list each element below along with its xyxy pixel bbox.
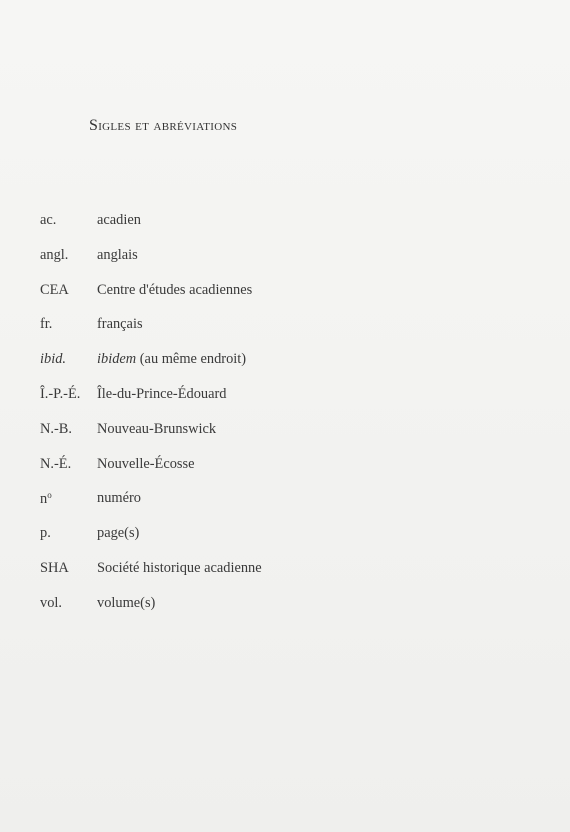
definition: page(s) (97, 525, 140, 542)
list-item (40, 316, 520, 351)
abbreviation-base: n (40, 491, 48, 508)
abbreviation: p. (40, 525, 51, 542)
definition-italic: ibidem (97, 351, 137, 368)
abbreviation (40, 490, 52, 508)
definition: volume(s) (97, 594, 156, 611)
abbreviation: ac. (40, 212, 57, 228)
list-item (40, 421, 520, 456)
abbreviation: ibid. (40, 351, 66, 368)
definition: Société historique acadienne (97, 559, 262, 576)
abbreviation-list (40, 212, 520, 630)
definition (97, 351, 246, 368)
list-item (40, 351, 520, 386)
abbreviation: angl. (40, 246, 69, 263)
list-item (40, 282, 520, 317)
abbreviation: N.-B. (40, 420, 72, 437)
definition: acadien (97, 212, 141, 228)
abbreviation: vol. (40, 594, 62, 611)
definition: Nouveau-Brunswick (97, 420, 217, 437)
abbreviation: Î.-P.-É. (40, 385, 81, 402)
definition: numéro (97, 490, 141, 507)
list-item (40, 386, 520, 421)
list-item (40, 560, 520, 595)
abbreviation: CEA (40, 281, 69, 298)
list-item (40, 247, 520, 282)
abbreviation: SHA (40, 559, 69, 576)
page-title: Sigles et abréviations (89, 117, 238, 134)
list-item (40, 595, 520, 630)
list-item (40, 212, 520, 247)
abbreviation: fr. (40, 316, 53, 333)
definition: anglais (97, 246, 138, 263)
definition: Île-du-Prince-Édouard (97, 385, 227, 402)
list-item (40, 525, 520, 560)
definition: Nouvelle-Écosse (97, 455, 195, 472)
list-item (40, 490, 520, 525)
abbreviation: N.-É. (40, 455, 72, 472)
definition-rest: (au même endroit) (136, 351, 247, 368)
list-item (40, 456, 520, 491)
definition: Centre d'études acadiennes (97, 281, 253, 298)
definition: français (97, 316, 143, 333)
abbreviation-superscript: o (47, 490, 52, 501)
